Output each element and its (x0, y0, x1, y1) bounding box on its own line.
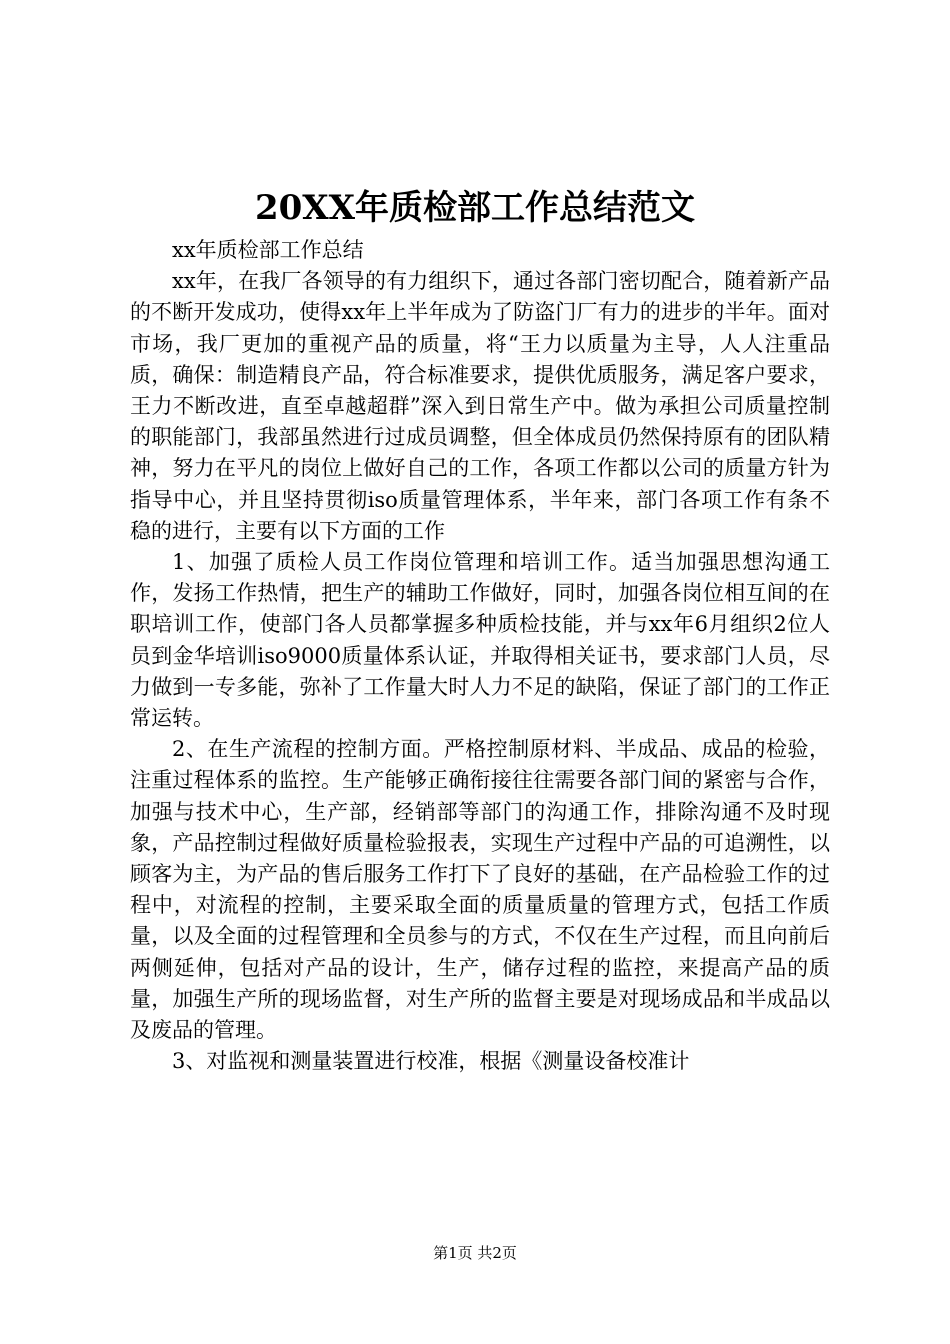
document-title: 20XX年质检部工作总结范文 (254, 188, 696, 228)
paragraph-item-1: 1、加强了质检人员工作岗位管理和培训工作。适当加强思想沟通工作，发扬工作热情，把生产的辅助工作做好，同时，加强各岗位相互间的在职培训工作，使部门各人员都掌握多种质检技能，并与xx年6月组织2位人员到金华培训iso9000质量体系认证，并取得相关证书，要求部门人员，尽力做到一专多能，弥补了工作量大时人力不足的缺陷，保证了部门的工作正常运转。 (130, 550, 830, 731)
paragraph-item-2: 2、在生产流程的控制方面。严格控制原材料、半成品、成品的检验，注重过程体系的监控。生产能够正确衔接往往需要各部门间的紧密与合作，加强与技术中心，生产部，经销部等部门的沟通工作，排除沟通不及时现象，产品控制过程做好质量检验报表，实现生产过程中产品的可追溯性，以顾客为主，为产品的售后服务工作打下了良好的基础，在产品检验工作的过程中，对流程的控制，主要采取全面的质量质量的管理方式，包括工作质量，以及全面的过程管理和全员参与的方式，不仅在生产过程，而且向前后两侧延伸，包括对产品的设计，生产，储存过程的监控，来提高产品的质量，加强生产所的现场监督，对生产所的监督主要是对现场成品和半成品以及废品的管理。 (130, 737, 830, 1043)
document-body (130, 235, 830, 1077)
document-subtitle: xx年质检部工作总结 (172, 238, 364, 262)
page-number: 第1页 共2页 (433, 1244, 517, 1262)
paragraph-item-3: 3、对监视和测量装置进行校准，根据《测量设备校准计 (172, 1049, 690, 1074)
paragraph-intro: xx年，在我厂各领导的有力组织下，通过各部门密切配合，随着新产品的不断开发成功，使得xx年上半年成为了防盗门厂有力的进步的半年。面对市场，我厂更加的重视产品的质量，将“王力以质量为主导，人人注重品质，确保：制造精良产品，符合标准要求，提供优质服务，满足客户要求，王力不断改进，直至卓越超群”深入到日常生产中。做为承担公司质量控制的职能部门，我部虽然进行过成员调整，但全体成员仍然保持原有的团队精神，努力在平凡的岗位上做好自己的工作，各项工作都以公司的质量方针为指导中心，并且坚持贯彻iso质量管理体系，半年来，部门各项工作有条不稳的进行，主要有以下方面的工作 (130, 269, 830, 543)
